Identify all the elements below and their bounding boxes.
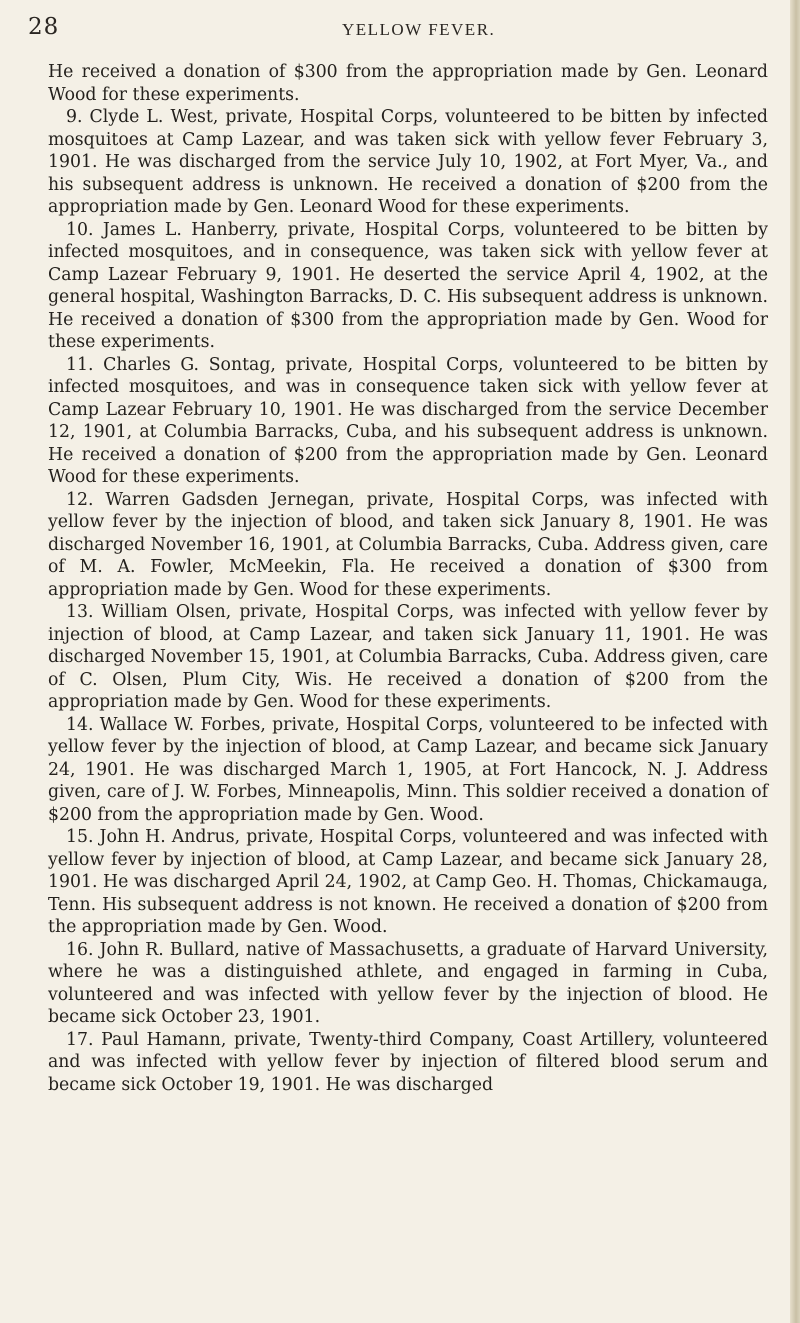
paragraph-entry-13: 13. William Olsen, private, Hospital Corps, was infected with yellow fever by injection of blood, at Camp Lazear, and taken sick January 11, 1901. He was discharged November 15, 1901, at Columbia Barracks, Cuba. Address given, care of C. Olsen, Plum City, Wis. He received a donation of $200 from the appropriation made by Gen. Wood for these experiments.	[48, 602, 768, 712]
paragraph-entry-16: 16. John R. Bullard, native of Massachusetts, a graduate of Harvard University, where he was a distinguished athlete, and engaged in farming in Cuba, volunteered and was infected with yellow fever by the injection of blood. He became sick October 23, 1901.	[48, 939, 768, 1027]
paragraph-entry-11: 11. Charles G. Sontag, private, Hospital Corps, volunteered to be bitten by infected mosquitoes, and was in consequence taken sick with yellow fever at Camp Lazear February 10, 1901. He was discharged from the service December 12, 1901, at Columbia Barracks, Cuba, and his subsequent address is unknown. He received a donation of $200 from the appropriation made by Gen. Leonard Wood for these experiments.	[48, 354, 768, 487]
paragraph-entry-10: 10. James L. Hanberry, private, Hospital Corps, volunteered to be bitten by infected mosquitoes, and in consequence, was taken sick with yellow fever at Camp Lazear February 9, 1901. He deserted the service April 4, 1902, at the general hospital, Washington Barracks, D. C. His subsequent address is unknown. He received a donation of $300 from the appropriation made by Gen. Wood for these experiments.	[48, 219, 768, 352]
paragraph-entry-17: 17. Paul Hamann, private, Twenty-third Company, Coast Artillery, volunteered and was infected with yellow fever by injection of filtered blood serum and became sick October 19, 1901. He was discharged	[48, 1029, 768, 1095]
paragraph-entry-15: 15. John H. Andrus, private, Hospital Corps, volunteered and was infected with yellow fever by injection of blood, at Camp Lazear, and became sick January 28, 1901. He was discharged April 24, 1902, at Camp Geo. H. Thomas, Chickamauga, Tenn. His subsequent address is not known. He received a donation of $200 from the appropriation made by Gen. Wood.	[48, 827, 768, 937]
paragraph-continuation: He received a donation of $300 from the appropriation made by Gen. Leonard Wood for these experiments.	[48, 62, 768, 105]
page-edge-shadow	[790, 0, 800, 1323]
running-title: YELLOW FEVER.	[342, 20, 496, 39]
paragraph-entry-14: 14. Wallace W. Forbes, private, Hospital Corps, volunteered to be infected with yellow fever by the injection of blood, at Camp Lazear, and became sick January 24, 1901. He was discharged March 1, 1905, at Fort Hancock, N. J. Address given, care of J. W. Forbes, Minneapolis, Minn. This soldier received a donation of $200 from the appropriation made by Gen. Wood.	[48, 714, 768, 825]
paragraph-entry-12: 12. Warren Gadsden Jernegan, private, Hospital Corps, was infected with yellow fever by the injection of blood, and taken sick January 8, 1901. He was discharged November 16, 1901, at Columbia Barracks, Cuba. Address given, care of M. A. Fowler, McMeekin, Fla. He received a donation of $300 from appropriation made by Gen. Wood for these experiments.	[48, 489, 768, 600]
paragraph-entry-9: 9. Clyde L. West, private, Hospital Corps, volunteered to be bitten by infected mosquitoes at Camp Lazear, and was taken sick with yellow fever February 3, 1901. He was discharged from the service July 10, 1902, at Fort Myer, Va., and his subsequent address is unknown. He received a donation of $200 from the appropriation made by Gen. Leonard Wood for these experiments.	[48, 107, 768, 217]
page-number: 28	[28, 14, 60, 40]
body-text	[48, 61, 768, 1096]
